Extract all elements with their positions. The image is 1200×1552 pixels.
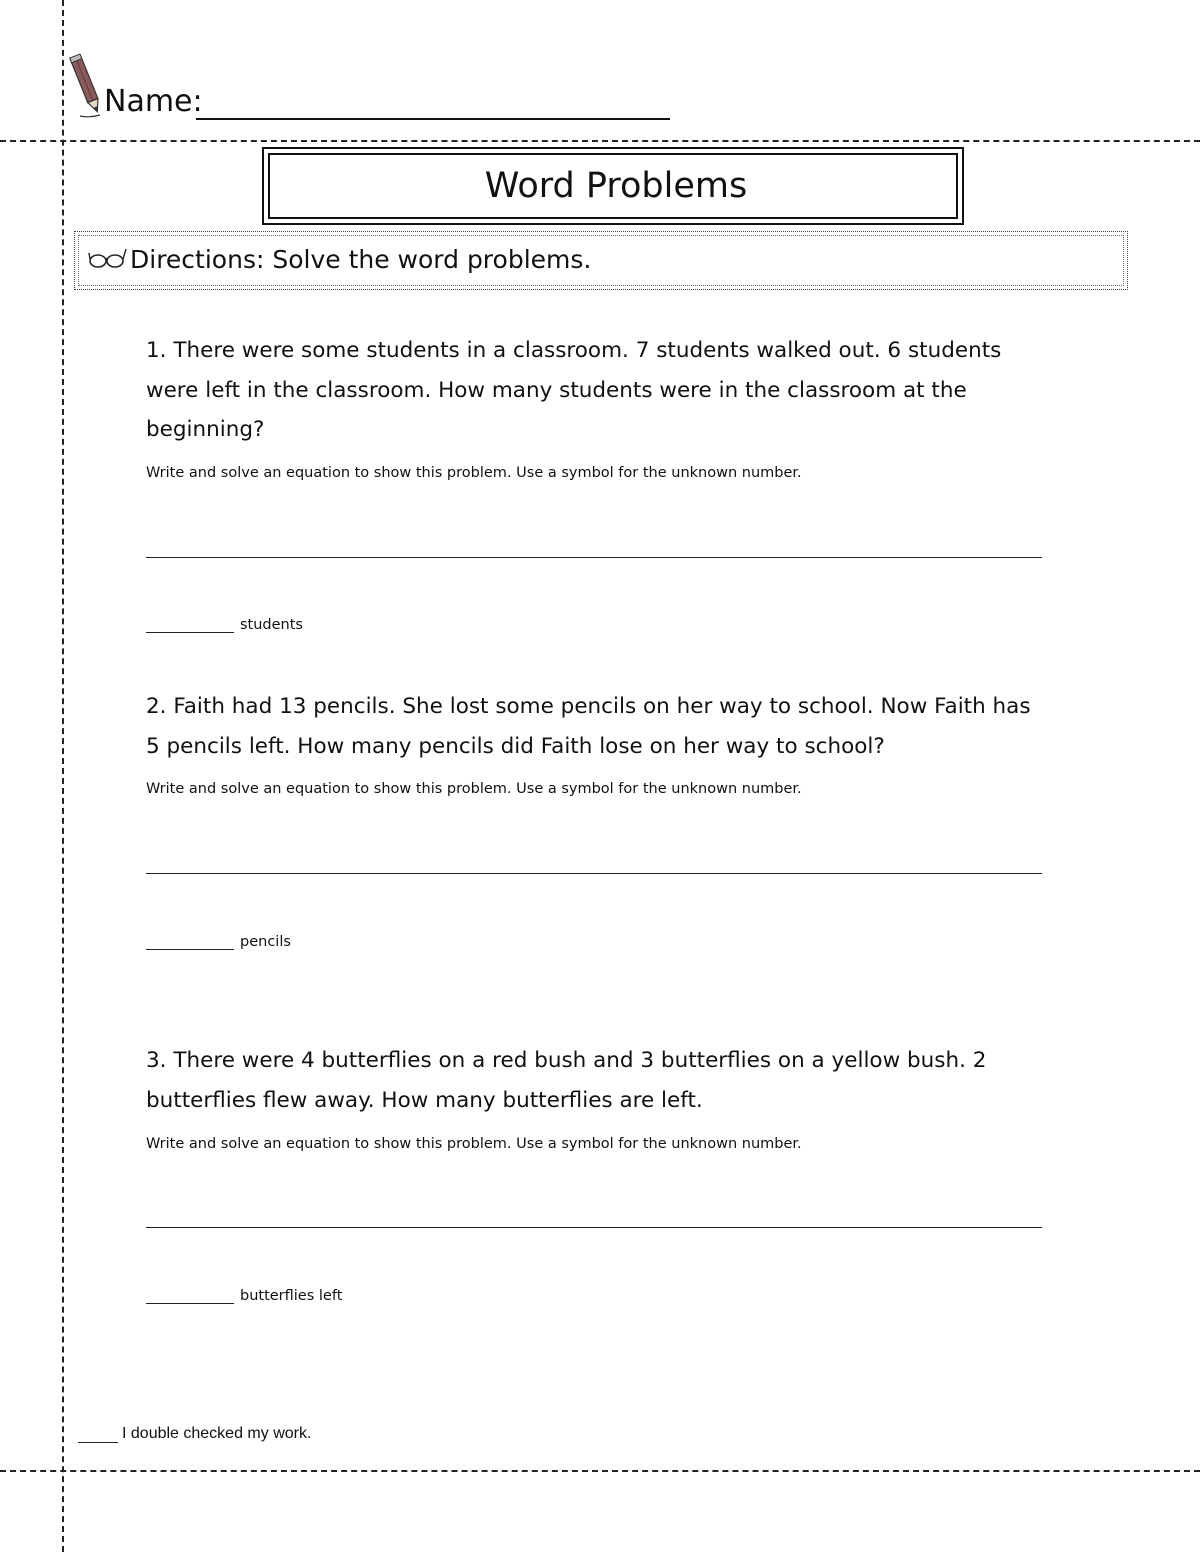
margin-line-bottom [0,1470,1200,1472]
margin-line-top [0,140,1200,142]
problem-2-answer-unit: pencils [240,934,291,950]
problem-3-instruction: Write and solve an equation to show this problem. Use a symbol for the unknown number. [146,1136,802,1152]
problem-2 [146,687,1046,766]
title-box [262,147,964,225]
problem-2-text: 2. Faith had 13 pencils. She lost some pencils on her way to school. Now Faith has 5 pencils left. How many pencils did Faith lose on her way to school? [146,694,1031,759]
page-title: Word Problems [484,166,748,206]
self-check [78,1424,311,1446]
name-label: Name: [104,84,203,119]
glasses-icon [88,245,128,271]
problem-3-answer-blank[interactable] [146,1287,234,1304]
problem-1-answer [146,614,303,634]
problem-2-answer-blank[interactable] [146,933,234,950]
margin-line-vertical [62,0,64,1552]
problem-1-answer-blank[interactable] [146,616,234,633]
problem-2-instruction: Write and solve an equation to show this problem. Use a symbol for the unknown number. [146,781,802,797]
problem-1-text: 1. There were some students in a classroom. 7 students walked out. 6 students were left in the classroom. How many students were in the classroom at the beginning? [146,338,1002,442]
problem-2-answer [146,931,291,951]
problem-3-answer [146,1285,342,1305]
problem-1 [146,331,1046,450]
problem-3-text: 3. There were 4 butterflies on a red bush and 3 butterflies on a yellow bush. 2 butterflies flew away. How many butterflies are left. [146,1048,987,1113]
pencil-icon [66,52,106,118]
problem-3-answer-unit: butterflies left [240,1288,343,1304]
problem-3 [146,1041,1046,1120]
problem-1-equation-line[interactable] [146,557,1042,558]
problem-1-instruction: Write and solve an equation to show this problem. Use a symbol for the unknown number. [146,465,802,481]
directions-text: Directions: Solve the word problems. [130,245,592,274]
self-check-text: I double checked my work. [122,1425,312,1442]
problem-3-equation-line[interactable] [146,1227,1042,1228]
problem-2-equation-line[interactable] [146,873,1042,874]
problem-1-answer-unit: students [240,617,303,633]
name-input-line[interactable] [196,118,670,120]
self-check-blank[interactable] [78,1424,118,1443]
